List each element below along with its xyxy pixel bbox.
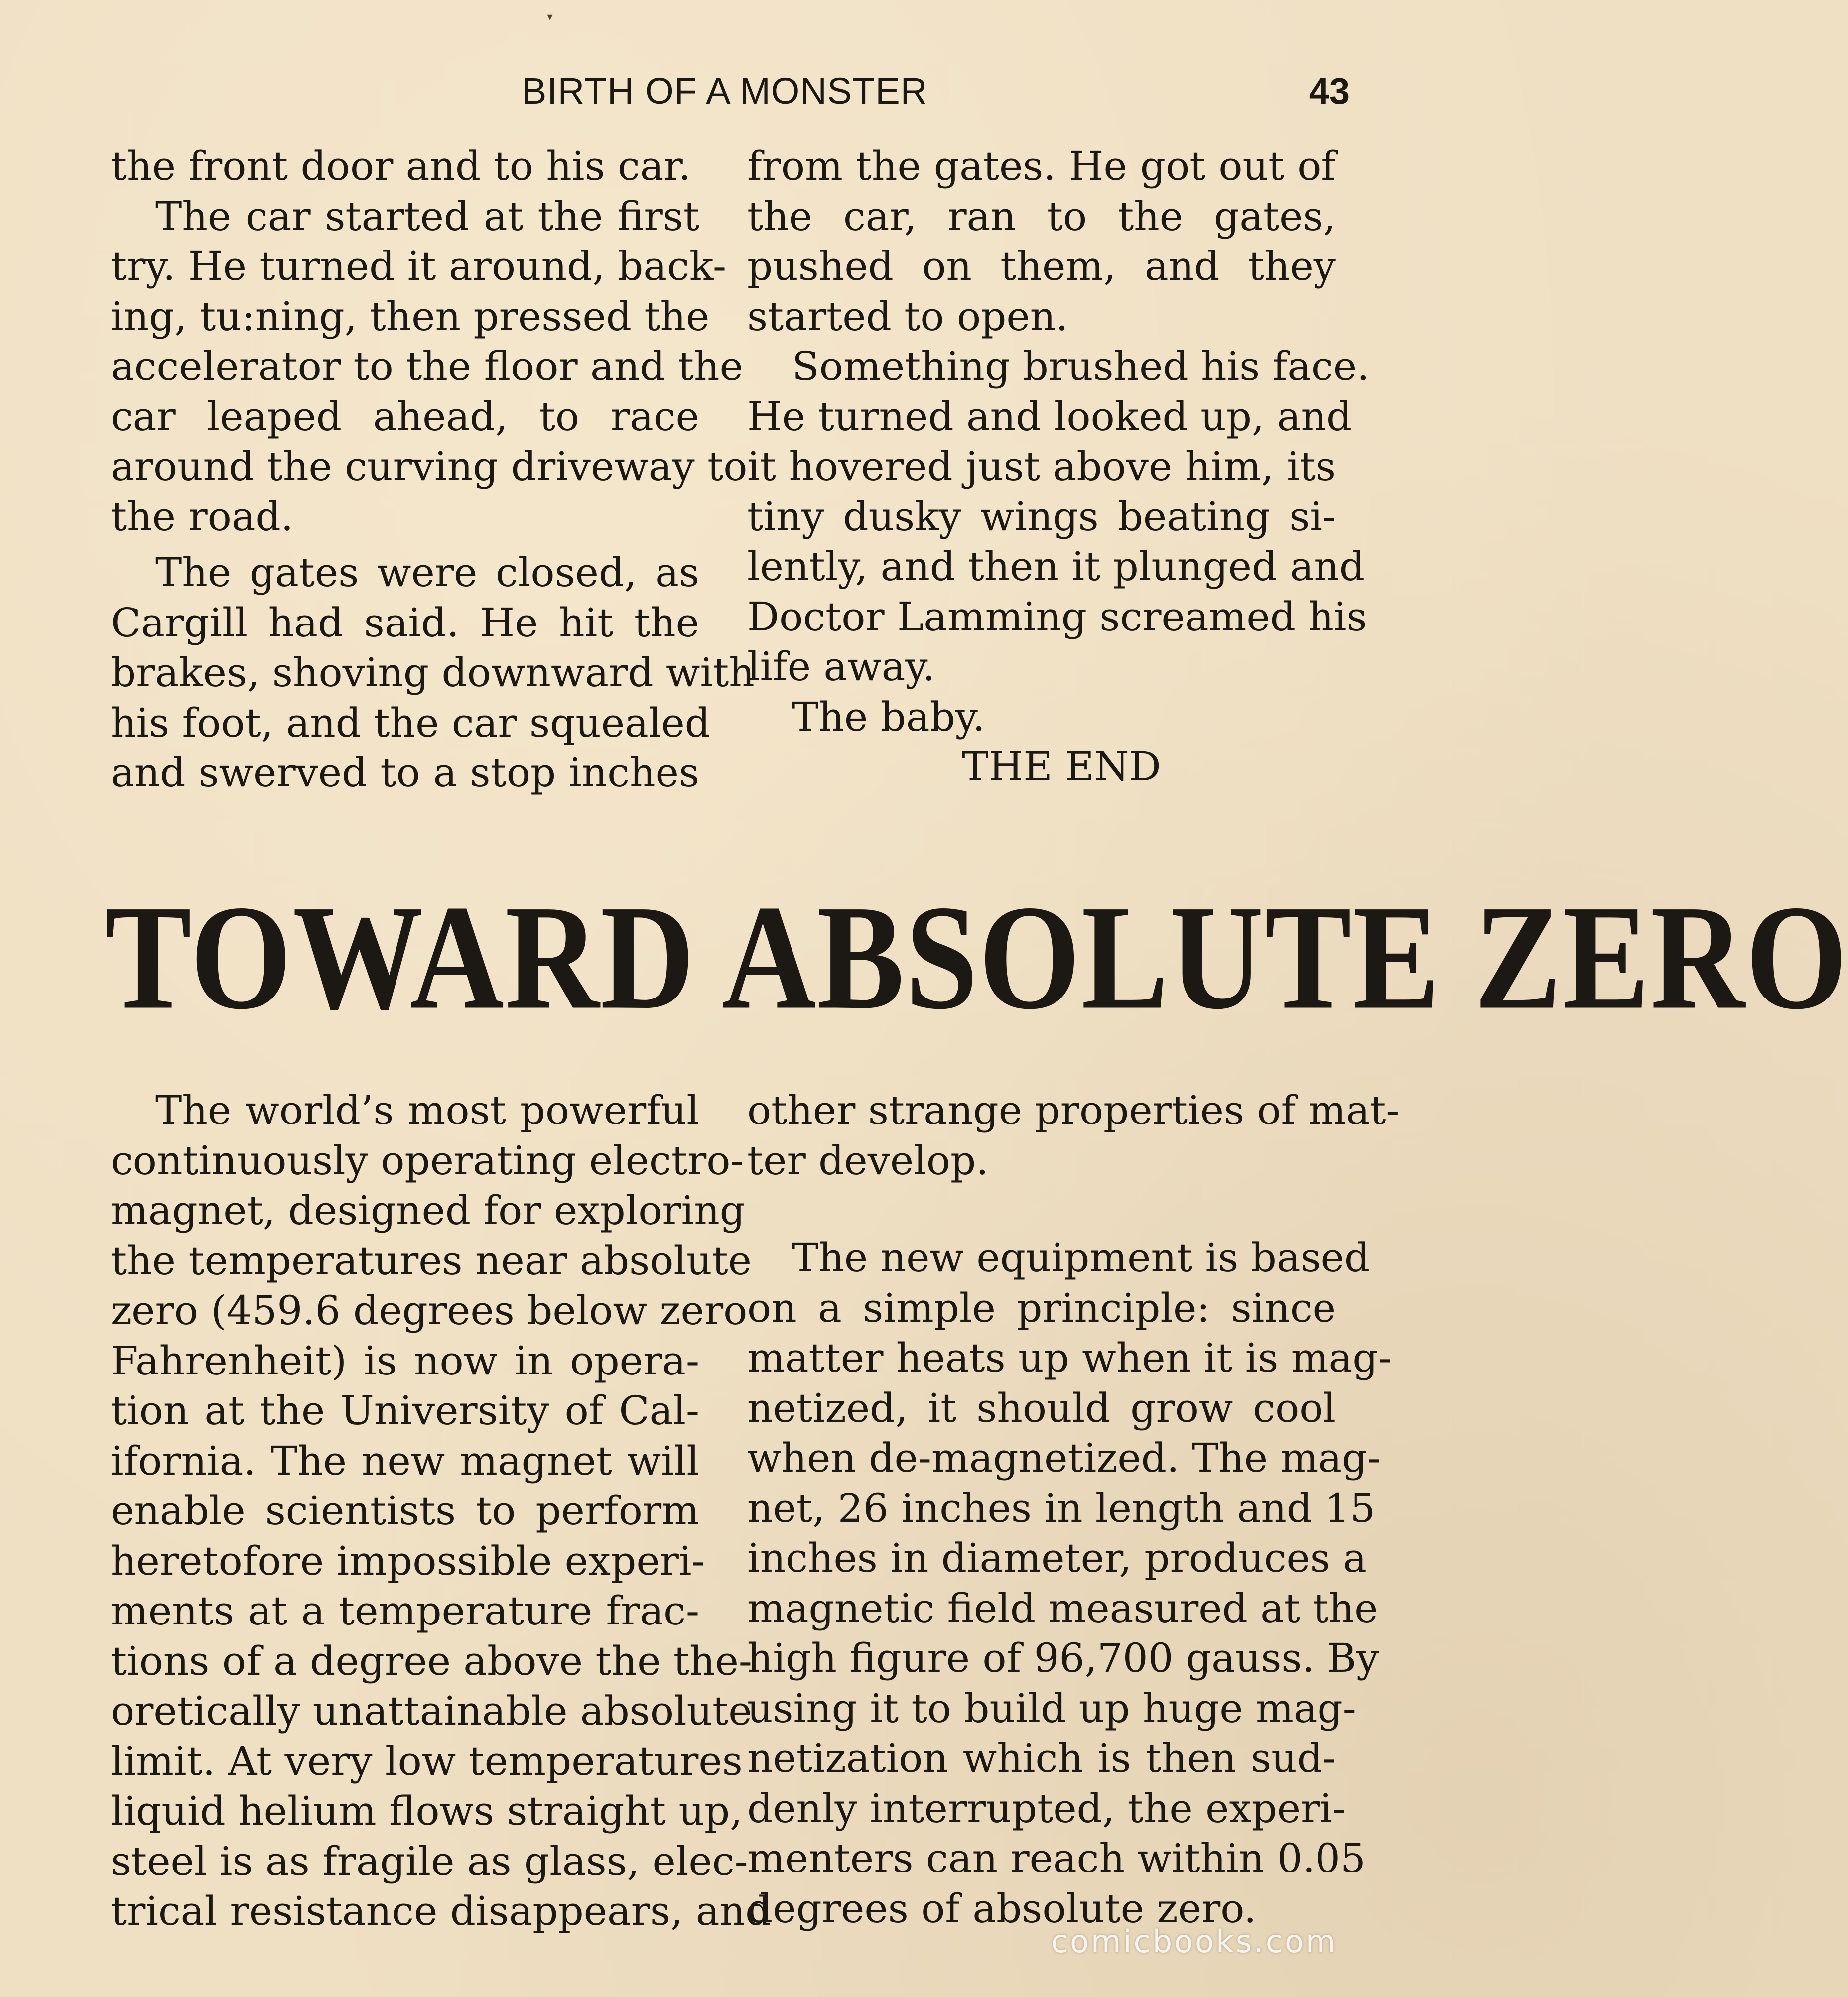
article-right-column (747, 1086, 1400, 1934)
paragraph-gap (111, 542, 699, 548)
text-line: The world’s most powerful (155, 1087, 699, 1133)
text-line: the car, ran to the gates, (747, 193, 1336, 240)
text-line: accelerator to the floor and the (111, 343, 743, 389)
text-line: matter heats up when it is mag- (747, 1335, 1392, 1381)
text-line: The baby. (792, 693, 985, 740)
text-line: magnetic field measured at the (747, 1585, 1378, 1631)
story-left-column (111, 141, 755, 798)
text-line: car leaped ahead, to race (111, 393, 699, 440)
text-line: using it to build up huge mag- (747, 1685, 1356, 1732)
text-line: degrees of absolute zero. (747, 1885, 1257, 1932)
paragraph-gap (747, 1186, 1336, 1233)
text-line: ing, tu:ning, then pressed the (111, 293, 710, 340)
text-line: continuously operating electro- (111, 1137, 744, 1184)
text-line: it hovered just above him, its (747, 443, 1336, 490)
text-line: tions of a degree above the the- (111, 1637, 752, 1684)
text-line: inches in diameter, produces a (747, 1535, 1367, 1581)
text-line: when de-magnetized. The mag- (747, 1435, 1381, 1481)
text-line: net, 26 inches in length and 15 (747, 1485, 1376, 1531)
text-line: ifornia. The new magnet will (111, 1437, 699, 1484)
text-line: started to open. (747, 293, 1068, 340)
text-line: limit. At very low temperatures (111, 1738, 743, 1784)
article-headline: TOWARD ABSOLUTE ZERO (105, 874, 1848, 1040)
text-line: netization which is then sud- (747, 1735, 1336, 1781)
text-line: and swerved to a stop inches (111, 749, 699, 796)
text-line: zero (459.6 degrees below zero (111, 1287, 748, 1334)
site-watermark: comicbooks.com (1051, 1923, 1338, 1960)
text-line: tiny dusky wings beating si- (747, 493, 1336, 540)
text-line: The car started at the first (155, 193, 699, 240)
text-line: Something brushed his face. (792, 343, 1370, 389)
text-line: on a simple principle: since (747, 1284, 1336, 1331)
top-printer-mark: ▾ (547, 11, 553, 23)
text-line: oretically unattainable absolute (111, 1688, 752, 1734)
text-line: liquid helium flows straight up, (111, 1788, 743, 1834)
text-line: netized, it should grow cool (747, 1384, 1336, 1431)
text-line: menters can reach within 0.05 (747, 1835, 1366, 1881)
text-line: Fahrenheit) is now in opera- (111, 1337, 699, 1384)
text-line: The gates were closed, as (155, 549, 699, 596)
text-line: try. He turned it around, back- (111, 243, 726, 289)
text-line: enable scientists to perform (111, 1488, 699, 1534)
article-left-column (111, 1086, 771, 1937)
text-line: tion at the University of Cal- (111, 1387, 699, 1434)
text-line: ments at a temperature frac- (111, 1588, 699, 1634)
text-line: the road. (111, 493, 294, 540)
page-number: 43 (1309, 70, 1350, 112)
text-line: other strange properties of mat- (747, 1087, 1400, 1133)
text-line: pushed on them, and they (747, 243, 1336, 289)
text-line: He turned and looked up, and (747, 393, 1352, 440)
text-line: brakes, shoving downward with (111, 649, 755, 696)
text-line: ter develop. (747, 1137, 989, 1184)
text-line: the front door and to his car. (111, 143, 691, 189)
running-title: BIRTH OF A MONSTER (522, 70, 928, 112)
text-line: magnet, designed for exploring (111, 1187, 745, 1234)
story-right-column (747, 141, 1370, 792)
text-line: his foot, and the car squealed (111, 699, 710, 746)
story-end-marker: THE END (962, 744, 1161, 790)
text-line: steel is as fragile as glass, elec- (111, 1838, 748, 1884)
text-line: heretofore impossible experi- (111, 1537, 705, 1584)
text-line: denly interrupted, the experi- (747, 1785, 1346, 1832)
text-line: high figure of 96,700 gauss. By (747, 1635, 1379, 1681)
text-line: Cargill had said. He hit the (111, 599, 699, 646)
text-line: lently, and then it plunged and (747, 543, 1365, 590)
text-line: from the gates. He got out of (747, 143, 1336, 189)
text-line: Doctor Lamming screamed his (747, 593, 1367, 640)
text-line: The new equipment is based (792, 1235, 1370, 1281)
text-line: around the curving driveway to (111, 443, 748, 490)
text-line: trical resistance disappears, and (111, 1888, 771, 1934)
text-line: life away. (747, 643, 935, 690)
text-line: the temperatures near absolute (111, 1237, 752, 1284)
